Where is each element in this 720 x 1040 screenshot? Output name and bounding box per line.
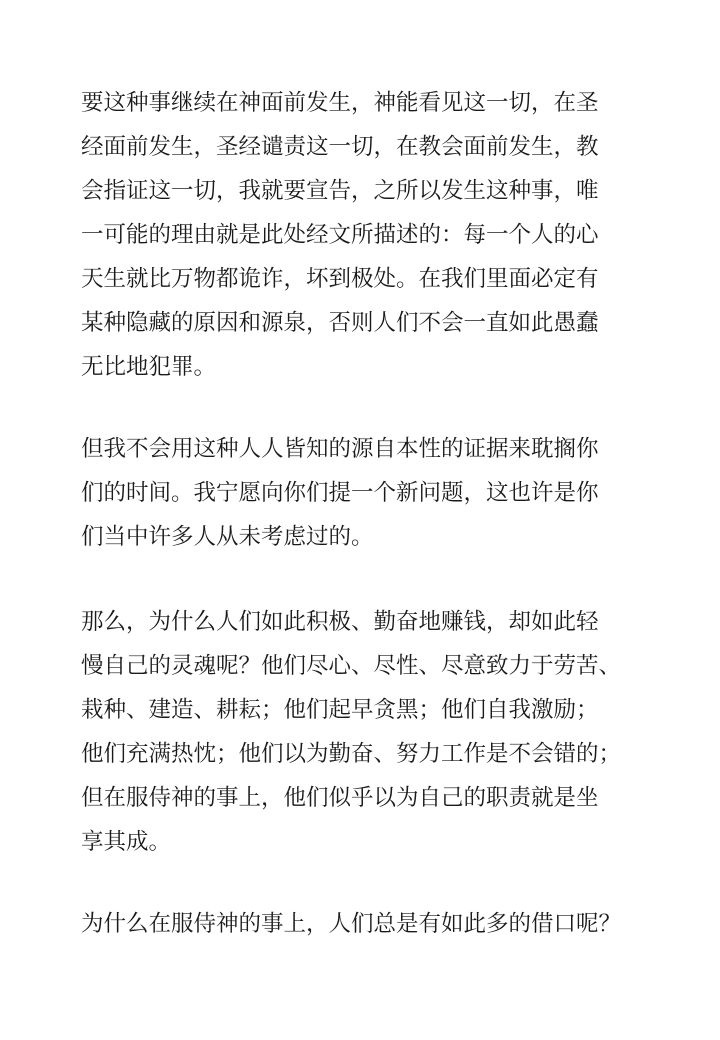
- paragraph: 但我不会用这种人人皆知的源自本性的证据来耽搁你 们的时间。我宁愿向你们提一个新问题，这也许是你 们当中许多人从未考虑过的。: [81, 436, 599, 550]
- paragraph: 为什么在服侍神的事上，人们总是有如此多的借口呢？: [81, 911, 622, 937]
- paragraph: 要这种事继续在神面前发生，神能看见这一切，在圣 经面前发生，圣经谴责这一切，在教会面前发生，教 会指证这一切，我就要宣告，之所以发生这种事，唯 一可能的理由就是此处经文所描述的：每一个人的心 天生就比万物都诡诈，坏到极处。在我们里面必定有 某种隐藏的原因和源泉，否则人们不会一直如此愚蠢 无比地犯罪。: [81, 90, 599, 380]
- paragraph: 那么，为什么人们如此积极、勤奋地赚钱，却如此轻 慢自己的灵魂呢？他们尽心、尽性、尽意致力于劳苦、 栽种、建造、耕耘；他们起早贪黑；他们自我激励； 他们充满热忱；他们以为勤奋、努力工作是不会错的； 但在服侍神的事上，他们似乎以为自己的职责就是坐 享其成。: [81, 609, 622, 855]
